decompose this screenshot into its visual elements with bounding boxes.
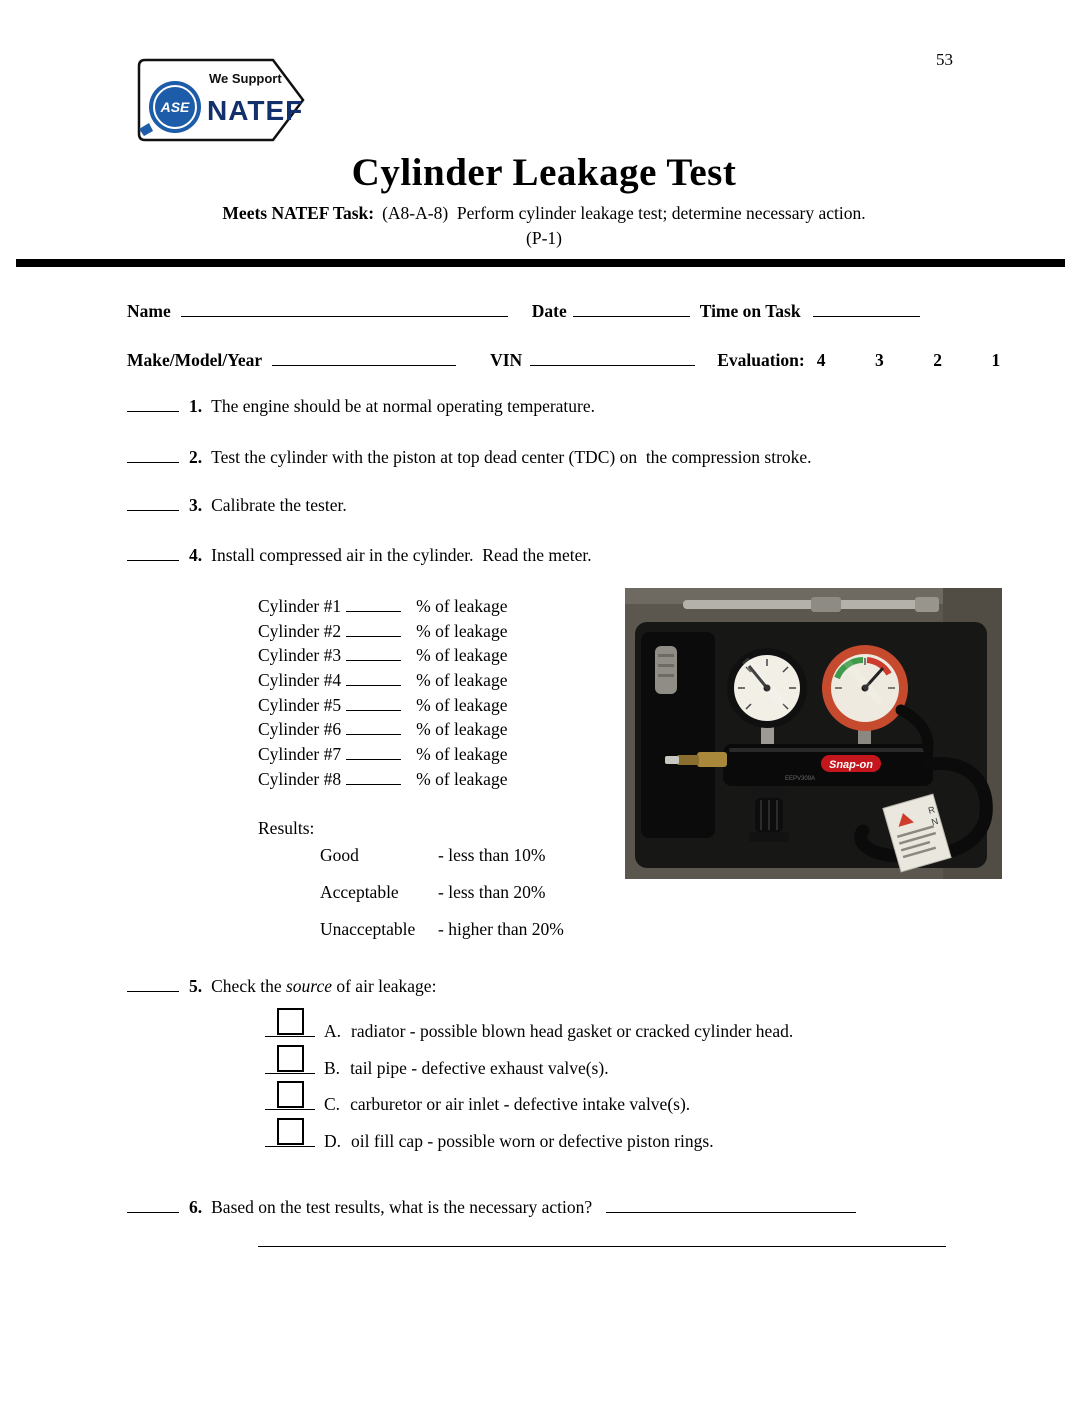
step-5-blank xyxy=(127,990,179,992)
step-2 xyxy=(127,447,812,468)
cylinder-blank xyxy=(346,659,401,661)
cylinder-row xyxy=(258,744,507,769)
time-field-blank xyxy=(813,315,920,317)
step-4-blank xyxy=(127,559,179,561)
step-5-emphasis: source xyxy=(285,976,332,996)
vin-label: VIN xyxy=(490,350,523,370)
cylinder-label: Cylinder #5 xyxy=(258,694,342,715)
option-letter: B. xyxy=(324,1058,341,1078)
cylinder-blank xyxy=(346,684,401,686)
step-1-blank xyxy=(127,410,179,412)
meets-natef-text: (A8-A-8) Perform cylinder leakage test; determine necessary action. xyxy=(382,203,866,223)
step-4 xyxy=(127,545,592,566)
step-2-number: 2. xyxy=(189,447,203,467)
step-5-text-cont: of air leakage: xyxy=(331,976,437,996)
checkbox-square xyxy=(277,1081,304,1108)
step-6-answer-blank xyxy=(606,1211,856,1213)
step-6-number: 6. xyxy=(189,1197,203,1217)
cylinder-readings-list xyxy=(258,596,507,794)
ase-text: ASE xyxy=(160,99,190,115)
result-grade: Acceptable xyxy=(320,882,399,902)
date-field-blank xyxy=(573,315,690,317)
step-6-blank xyxy=(127,1211,179,1213)
result-criteria: - less than 20% xyxy=(438,882,546,902)
meets-natef-line xyxy=(0,203,1088,224)
cylinder-label: Cylinder #4 xyxy=(258,670,342,691)
step-6 xyxy=(127,1197,856,1218)
cylinder-blank xyxy=(346,610,401,612)
cylinder-suffix: % of leakage xyxy=(416,596,508,616)
leak-option-d xyxy=(265,1117,714,1152)
option-letter: C. xyxy=(324,1094,341,1114)
leak-option-a xyxy=(265,1007,793,1042)
vehicle-row xyxy=(127,350,1000,371)
step-1 xyxy=(127,396,595,417)
cylinder-blank xyxy=(346,635,401,637)
result-row-unacceptable xyxy=(320,919,564,940)
priority-code: (P-1) xyxy=(526,228,562,248)
cylinder-suffix: % of leakage xyxy=(416,768,508,789)
cylinder-row xyxy=(258,645,507,670)
natef-text: NATEF xyxy=(207,95,304,126)
cylinder-row xyxy=(258,596,507,621)
cylinder-blank xyxy=(346,709,401,711)
answer-continuation-line xyxy=(258,1245,946,1247)
svg-text:EEPV309A: EEPV309A xyxy=(785,776,816,782)
result-row-acceptable xyxy=(320,882,545,903)
we-support-text: We Support xyxy=(209,71,282,86)
checkbox-square xyxy=(277,1118,304,1145)
checkbox-square xyxy=(277,1008,304,1035)
step-2-text: Test the cylinder with the piston at top dead center (TDC) on the compression stroke. xyxy=(211,447,812,467)
step-5-text: Check the xyxy=(211,976,286,996)
cylinder-label: Cylinder #7 xyxy=(258,744,342,765)
snap-on-label: Snap-on xyxy=(829,759,873,771)
page-title: Cylinder Leakage Test xyxy=(351,151,737,194)
make-model-year-label: Make/Model/Year xyxy=(127,350,263,370)
name-label: Name xyxy=(127,301,171,321)
cylinder-blank xyxy=(346,783,401,785)
step-1-text: The engine should be at normal operating temperature. xyxy=(211,396,596,416)
step-4-text: Install compressed air in the cylinder. Read the meter. xyxy=(211,545,592,565)
make-field-blank xyxy=(272,364,456,366)
svg-text:N: N xyxy=(930,815,940,828)
cylinder-label: Cylinder #6 xyxy=(258,719,342,740)
option-text: radiator - possible blown head gasket or cracked cylinder head. xyxy=(351,1021,794,1041)
results-heading: Results: xyxy=(258,818,315,838)
svg-text:R: R xyxy=(927,804,937,816)
page-number: 53 xyxy=(936,50,953,69)
step-3 xyxy=(127,495,347,516)
cylinder-row xyxy=(258,695,507,720)
step-5 xyxy=(127,976,436,997)
cylinder-suffix: % of leakage xyxy=(416,744,508,765)
name-field-blank xyxy=(181,315,508,317)
step-3-blank xyxy=(127,509,179,511)
result-criteria: - less than 10% xyxy=(438,845,546,865)
result-grade: Unacceptable xyxy=(320,919,416,939)
result-criteria: - higher than 20% xyxy=(438,919,564,939)
step-5-number: 5. xyxy=(189,976,203,996)
checkbox-b xyxy=(265,1044,315,1074)
cylinder-suffix: % of leakage xyxy=(416,719,508,740)
vin-field-blank xyxy=(530,364,695,366)
checkbox-d xyxy=(265,1117,315,1147)
cylinder-suffix: % of leakage xyxy=(416,670,508,691)
step-3-number: 3. xyxy=(189,495,203,515)
cylinder-label: Cylinder #1 xyxy=(258,596,342,616)
step-2-blank xyxy=(127,461,179,463)
date-label: Date xyxy=(531,301,567,321)
cylinder-label: Cylinder #3 xyxy=(258,645,342,666)
option-text: tail pipe - defective exhaust valve(s). xyxy=(350,1058,609,1078)
cylinder-row xyxy=(258,719,507,744)
result-row-good xyxy=(320,845,545,866)
option-text: oil fill cap - possible worn or defective piston rings. xyxy=(351,1131,714,1151)
regulator-knob xyxy=(749,786,789,842)
option-text: carburetor or air inlet - defective intake valve(s). xyxy=(350,1094,691,1114)
checkbox-a xyxy=(265,1007,315,1037)
meets-natef-label: Meets NATEF Task: xyxy=(222,203,375,223)
cylinder-blank xyxy=(346,733,401,735)
step-3-text: Calibrate the tester. xyxy=(211,495,347,515)
tester-photo xyxy=(625,588,1002,879)
time-on-task-label: Time on Task xyxy=(699,301,801,321)
option-letter: D. xyxy=(324,1131,342,1151)
leak-option-c xyxy=(265,1080,690,1115)
cylinder-row xyxy=(258,621,507,646)
tester-body xyxy=(723,744,933,786)
cylinder-row xyxy=(258,769,507,794)
checkbox-square xyxy=(277,1045,304,1072)
cylinder-row xyxy=(258,670,507,695)
cylinder-suffix: % of leakage xyxy=(416,694,508,715)
natef-logo xyxy=(133,55,308,145)
cylinder-suffix: % of leakage xyxy=(416,620,508,641)
evaluation-label: Evaluation: xyxy=(717,350,805,370)
cylinder-suffix: % of leakage xyxy=(416,645,508,666)
evaluation-scale: 4 3 2 1 xyxy=(816,350,1001,370)
cylinder-label: Cylinder #2 xyxy=(258,620,342,641)
leak-option-b xyxy=(265,1044,609,1079)
result-grade: Good xyxy=(320,845,359,865)
step-6-text: Based on the test results, what is the necessary action? xyxy=(211,1197,593,1217)
adapter-fitting xyxy=(655,646,677,694)
cylinder-blank xyxy=(346,758,401,760)
step-1-number: 1. xyxy=(189,396,203,416)
name-date-row xyxy=(127,301,920,322)
header-divider xyxy=(16,259,1065,267)
option-letter: A. xyxy=(324,1021,342,1041)
cylinder-label: Cylinder #8 xyxy=(258,768,342,789)
step-4-number: 4. xyxy=(189,545,203,565)
checkbox-c xyxy=(265,1080,315,1110)
